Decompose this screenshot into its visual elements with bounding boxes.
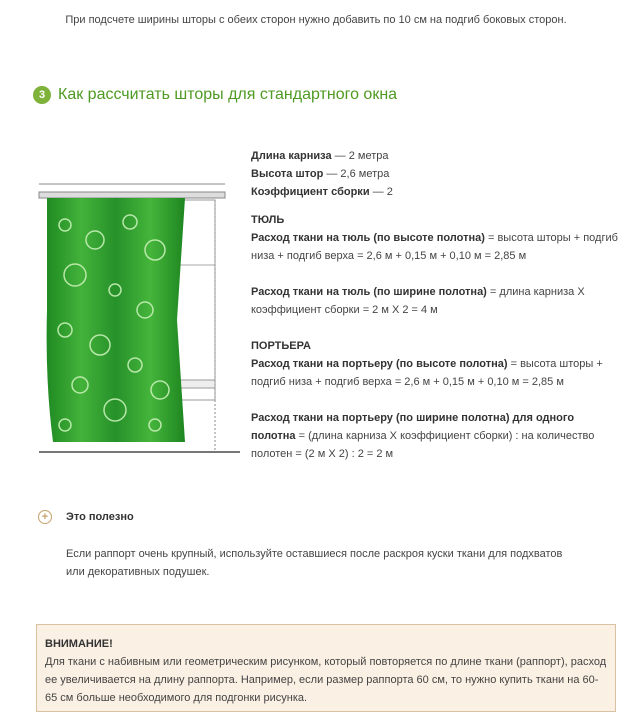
top-note: При подсчете ширины шторы с обеих сторон нужно добавить по 10 см на подгиб боковых сторон. [65, 14, 567, 26]
height-value: — 2,6 метра [323, 168, 390, 180]
rod-value: — 2 метра [331, 150, 389, 162]
tulle-height-label: Расход ткани на тюль (по высоте полотна) [251, 232, 485, 244]
warning-text: Для ткани с набивным или геометрическим рисунком, который повторяется по длине ткани (раппорт), расход ее увеличивается на длину раппорта. Например, если размер раппорта 60 см, то нужно купить ткани на 60-65 см больше необходимого для подгонки рисунка. [45, 656, 607, 704]
curtain-illustration [35, 180, 245, 470]
gather-value: — 2 [369, 186, 393, 198]
warning-box [36, 624, 616, 712]
portiere-width-label: Расход ткани на портьеру (по ширине полотна) для одного полотна [251, 412, 575, 442]
section-heading [33, 86, 397, 104]
tulle-height-text: = высота шторы + подгиб низа + подгиб верха = 2,6 м + 0,15 м + 0,10 м = 2,85 м [251, 232, 618, 262]
gather-label: Коэффициент сборки [251, 186, 370, 198]
calculation-text [251, 147, 621, 463]
warning-title: ВНИМАНИЕ! [45, 638, 113, 650]
portiere-width-text: = (длина карниза Х коэффициент сборки) : на количество полотен = (2 м Х 2) : 2 = 2 м [251, 430, 595, 460]
tulle-width-label: Расход ткани на тюль (по ширине полотна) [251, 286, 487, 298]
number-3-badge: 3 [33, 86, 51, 104]
portiere-height-label: Расход ткани на портьеру (по высоте полотна) [251, 358, 508, 370]
rod-label: Длина карниза [251, 150, 332, 162]
section-title: Как рассчитать шторы для стандартного окна [58, 86, 398, 103]
portiere-heading: ПОРТЬЕРА [251, 340, 311, 352]
plus-circle-icon: + [38, 510, 52, 524]
tulle-heading: ТЮЛЬ [251, 214, 285, 226]
portiere-height-text: = высота шторы + подгиб низа + подгиб верха = 2,6 м + 0,15 м + 0,10 м = 2,85 м [251, 358, 603, 388]
height-label: Высота штор [251, 168, 324, 180]
useful-heading [38, 510, 134, 524]
useful-title: Это полезно [66, 511, 134, 523]
tulle-width-text: = длина карниза Х коэффициент сборки = 2 м Х 2 = 4 м [251, 286, 585, 316]
useful-text: Если раппорт очень крупный, используйте оставшиеся после раскроя куски ткани для подхватов или декоративных подушек. [66, 548, 563, 578]
